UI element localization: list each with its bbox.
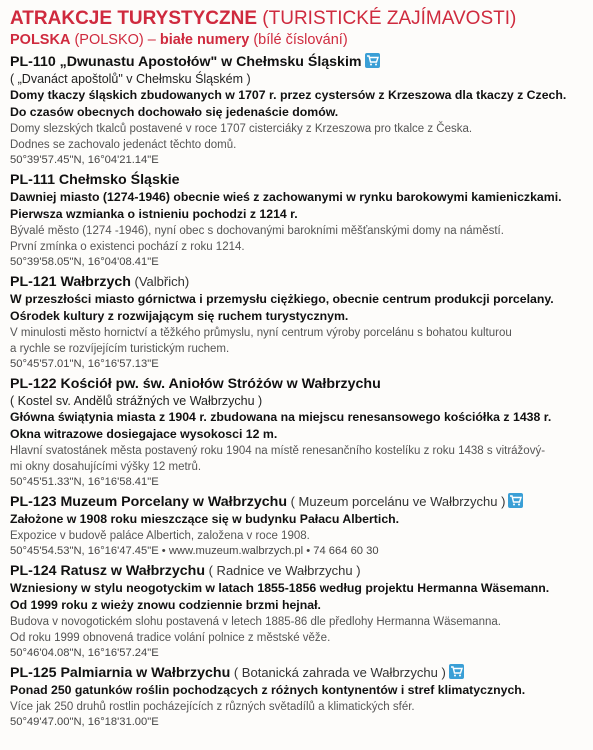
czech-description: Expozice v budově paláce Albertich, založena v roce 1908. — [10, 530, 310, 542]
polish-description: W przeszłości miasto górnictwa i przemysłu ciężkiego, obecnie centrum produkcji porcelany. — [10, 292, 554, 306]
polish-description: Okna witrazowe dosiegajace wysokosci 12 m. — [10, 427, 278, 441]
polish-description: Domy tkaczy śląskich zbudowanych w 1707 r. przez cystersów z Krzeszowa dla tkaczy z Czech. — [10, 88, 567, 102]
attraction-czech-name: ( „Dvanáct apoštolů" v Chełmsku Śląském ) — [10, 72, 251, 86]
czech-description: Domy slezských tkalců postavené v roce 1707 cisterciáky z Krzeszowa pro tkalce z Česka. — [10, 123, 473, 135]
gps-coordinates: 50°45'51.33"N, 16°16'58.41"E — [10, 476, 159, 488]
polish-description: Do czasów obecnych dochowało się jedenaście domów. — [10, 105, 339, 119]
polish-description: Dawniej miasto (1274-1946) obecnie wieś z zachowanymi w rynku barokowymi kamieniczkami. — [10, 190, 562, 204]
attraction-entry — [10, 493, 583, 559]
attractions-list — [10, 53, 583, 730]
czech-description: mi okny dosahujícími výšky 12 metrů. — [10, 461, 202, 473]
czech-description: a rychle se rozvíjejícím turistickým ruchem. — [10, 343, 230, 355]
czech-description: Hlavní svatostánek města postavený roku 1904 na místě renesančního kostelíku z roku 1438 s vitrážový- — [10, 445, 546, 457]
attraction-title-text: PL-125 Palmiarnia w Wałbrzychu — [10, 665, 231, 681]
attraction-title-text: PL-111 Chełmsko Śląskie — [10, 172, 180, 188]
attraction-title — [10, 375, 583, 393]
attraction-entry — [10, 664, 583, 730]
attraction-entry — [10, 273, 583, 372]
attraction-title-text: PL-121 Wałbrzych — [10, 274, 131, 290]
attraction-title-text: PL-123 Muzeum Porcelany w Wałbrzychu — [10, 494, 287, 510]
polish-description: Ponad 250 gatunków roślin pochodzących z różnych kontynentów i stref klimatycznych. — [10, 683, 526, 697]
attraction-entry — [10, 375, 583, 490]
attraction-title-czech: ( Botanická zahrada ve Wałbrzychu ) — [230, 665, 446, 680]
polish-description: Założone w 1908 roku mieszczące się w budynku Pałacu Albertich. — [10, 512, 400, 526]
gps-coordinates: 50°39'57.45"N, 16°04'21.14"E — [10, 154, 159, 166]
attraction-title — [10, 493, 583, 511]
gps-coordinates: 50°49'47.00"N, 16°18'31.00"E — [10, 716, 159, 728]
attraction-title-text: PL-110 „Dwunastu Apostołów" w Chełmsku Śląskim — [10, 54, 362, 70]
attraction-title — [10, 664, 583, 682]
gps-coordinates: 50°39'58.05"N, 16°04'08.41"E — [10, 256, 159, 268]
polish-description: Pierwsza wzmianka o istnieniu pochodzi z 1214 r. — [10, 207, 298, 221]
attraction-title-czech: ( Radnice ve Wałbrzychu ) — [205, 563, 361, 578]
gps-coordinates: 50°45'57.01"N, 16°16'57.13"E — [10, 358, 159, 370]
polish-description: Ośrodek kultury z rozwijającym się ruchem turystycznym. — [10, 309, 349, 323]
czech-description: Budova v novogotickém slohu postavená v letech 1885-86 dle předlohy Hermanna Wäsemanna. — [10, 616, 501, 628]
attraction-title — [10, 562, 583, 580]
cart-icon — [449, 664, 464, 679]
attraction-title-czech: ( Muzeum porcelánu ve Wałbrzychu ) — [287, 494, 506, 509]
section-subtitle: POLSKA (POLSKO) – białe numery (bílé číslování) — [10, 32, 348, 48]
polish-description: Od 1999 roku z wieży znowu codziennie brzmi hejnał. — [10, 598, 321, 612]
gps-coordinates: 50°46'04.08"N, 16°16'57.24"E — [10, 647, 159, 659]
czech-description: První zmínka o existenci pochází z roku 1214. — [10, 241, 245, 253]
gps-coordinates: 50°45'54.53"N, 16°16'47.45"E • www.muzeum.walbrzych.pl • 74 664 60 30 — [10, 545, 379, 557]
attraction-title — [10, 53, 583, 71]
attraction-entry — [10, 562, 583, 661]
polish-description: Wzniesiony w stylu neogotyckim w latach 1855-1856 według projektu Hermanna Wäsemann. — [10, 581, 550, 595]
attraction-title — [10, 273, 583, 291]
attraction-title-czech: (Valbřich) — [130, 274, 190, 289]
cart-icon — [365, 53, 380, 68]
cart-icon — [508, 493, 523, 508]
czech-description: Bývalé město (1274 -1946), nyní obec s dochovanými barokními měšťanskými domy na náměstí. — [10, 225, 504, 237]
czech-description: V minulosti město hornictví a těžkého průmyslu, nyní centrum výroby porcelánu s bohatou kulturou — [10, 327, 512, 339]
czech-description: Více jak 250 druhů rostlin pocházejících z různých světadílů a klimatických sfér. — [10, 701, 415, 713]
attraction-entry — [10, 53, 583, 168]
czech-description: Dodnes se zachovalo jedenáct těchto domů. — [10, 139, 237, 151]
attraction-title — [10, 171, 583, 189]
attraction-entry — [10, 171, 583, 270]
polish-description: Główna świątynia miasta z 1904 r. zbudowana na miejscu renesansowego kościółka z 1438 r. — [10, 410, 552, 424]
section-title: ATRAKCJE TURYSTYCZNE (TURISTICKÉ ZAJÍMAVOSTI) — [10, 8, 517, 29]
attraction-title-text: PL-124 Ratusz w Wałbrzychu — [10, 563, 205, 579]
attraction-czech-name: ( Kostel sv. Andělů strážných ve Wałbrzychu ) — [10, 394, 263, 408]
czech-description: Od roku 1999 obnovená tradice volání polnice z městské věže. — [10, 632, 331, 644]
attraction-title-text: PL-122 Kościół pw. św. Aniołów Stróżów w Wałbrzychu — [10, 376, 381, 392]
